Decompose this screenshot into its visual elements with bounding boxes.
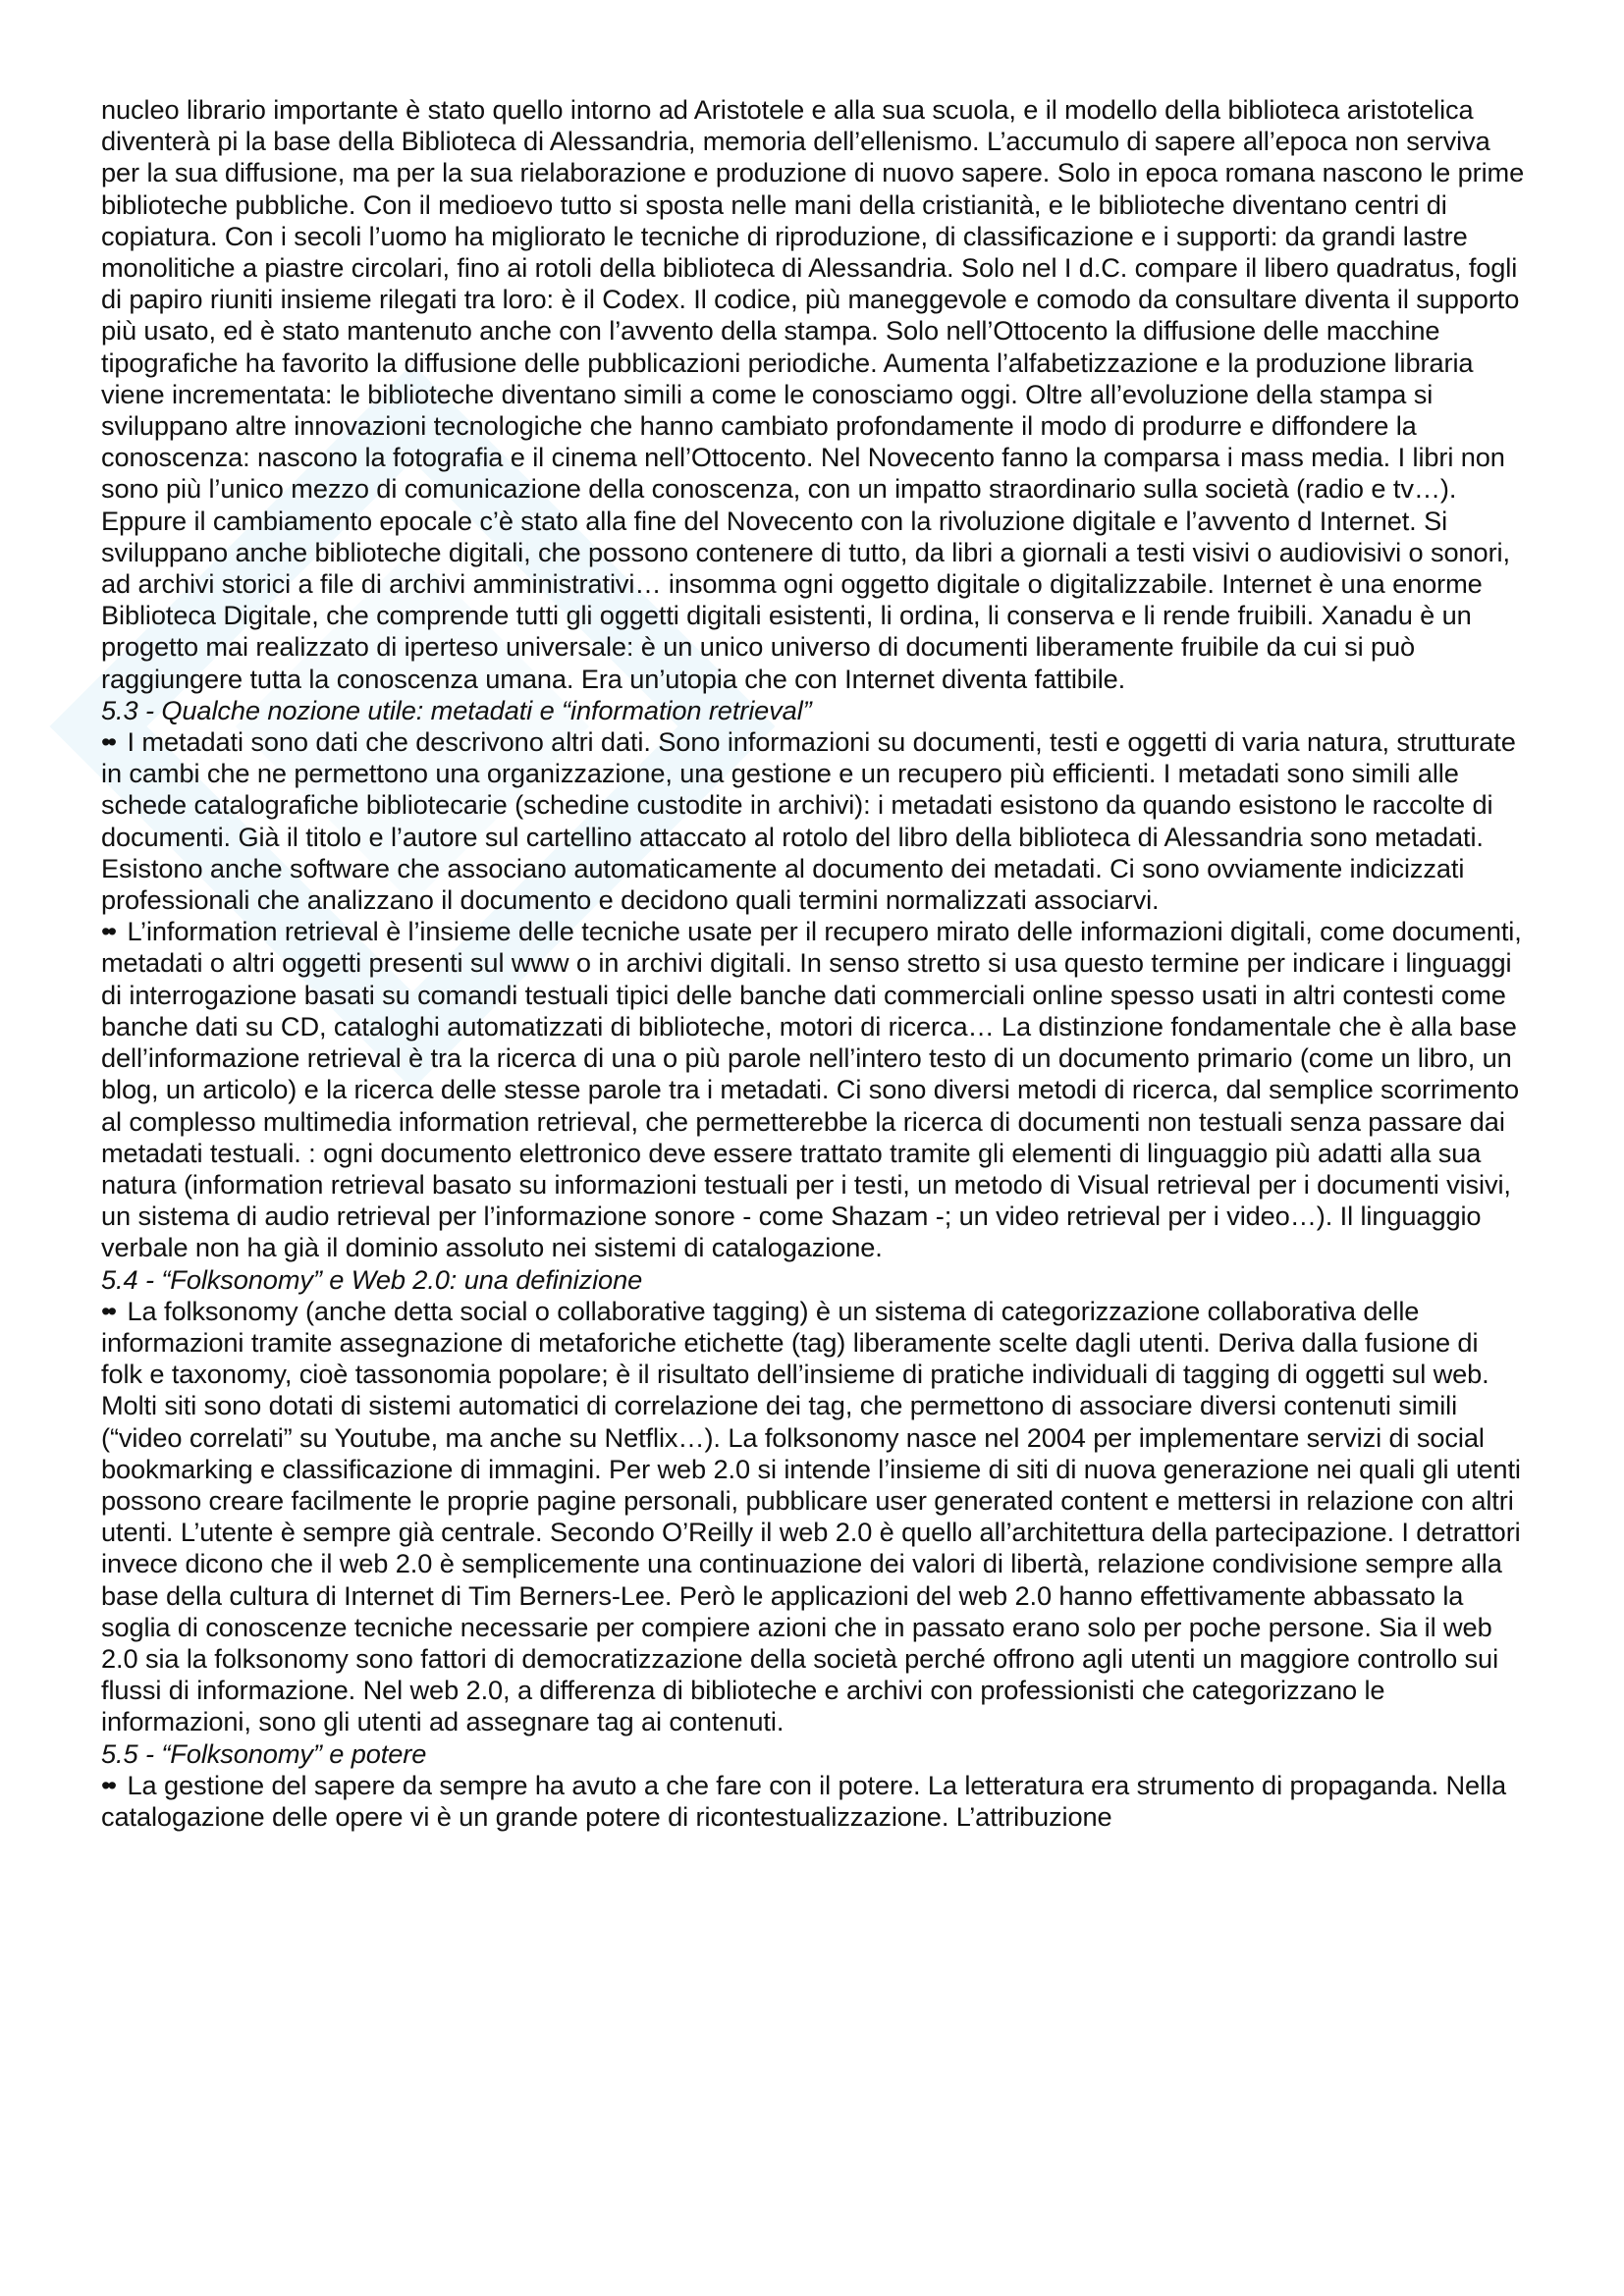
- intro-paragraph: nucleo librario importante è stato quello intorno ad Aristotele e alla sua scuola, e il modello della biblioteca aristotelica diventerà pi la base della Biblioteca di Alessandria, memoria dell’ellenismo. L’accumulo di sapere all’epoca non serviva per la sua diffusione, ma per la sua rielaborazione e produzione di nuovo sapere. Solo in epoca romana nascono le prime biblioteche pubbliche. Con il medioevo tutto si sposta nelle mani della cristianità, e le biblioteche diventano centri di copiatura. Con i secoli l’uomo ha migliorato le tecniche di riproduzione, di classificazione e i supporti: da grandi lastre monolitiche a piastre circolari, fino ai rotoli della biblioteca di Alessandria. Solo nel I d.C. compare il libero quadratus, fogli di papiro riuniti insieme rilegati tra loro: è il Codex. Il codice, più maneggevole e comodo da consultare diventa il supporto più usato, ed è stato mantenuto anche con l’avvento della stampa. Solo nell’Ottocento la diffusione delle macchine tipografiche ha favorito la diffusione delle pubblicazioni periodiche. Aumenta l’alfabetizzazione e la produzione libraria viene incrementata: le biblioteche diventano simili a come le conosciamo oggi. Oltre all’evoluzione della stampa si sviluppano altre innovazioni tecnologiche che hanno cambiato profondamente il modo di produrre e diffondere la conoscenza: nascono la fotografia e il cinema nell’Ottocento. Nel Novecento fanno la comparsa i mass media. I libri non sono più l’unico mezzo di comunicazione della conoscenza, con un impatto straordinario sulla società (radio e tv…). Eppure il cambiamento epocale c’è stato alla fine del Novecento con la rivoluzione digitale e l’avvento d Internet. Si sviluppano anche biblioteche digitali, che possono contenere di tutto, da libri a giornali a testi visivi o audiovisivi o sonori, ad archivi storici a file di archivi amministrativi… insomma ogni oggetto digitale o digitalizzabile. Internet è una enorme Biblioteca Digitale, che comprende tutti gli oggetti digitali esistenti, li ordina, li conserva e li rende fruibili. Xanadu è un progetto mai realizzato di iperteso universale: è un unico universo di documenti liberamente fruibile da cui si può raggiungere tutta la conoscenza umana. Era un’utopia che con Internet diventa fattibile.: [101, 94, 1525, 694]
- bullet-text: La folksonomy (anche detta social o collaborative tagging) è un sistema di categorizzazione collaborativa delle informazioni tramite assegnazione di metaforiche etichette (tag) liberamente scelte dagli utenti. Deriva dalla fusione di folk e taxonomy, cioè tassonomia popolare; è il risultato dell’insieme di pratiche individuali di tagging di oggetti sul web. Molti siti sono dotati di sistemi automatici di correlazione dei tag, che permettono di associare diversi contenuti simili (“video correlati” su Youtube, ma anche su Netflix…). La folksonomy nasce nel 2004 per implementare servizi di social bookmarking e classificazione di immagini. Per web 2.0 si intende l’insieme di siti di nuova generazione nei quali gli utenti possono creare facilmente le proprie pagine personali, pubblicare user generated content e mettersi in relazione con altri utenti. L’utente è sempre già centrale. Secondo O’Reilly il web 2.0 è quello all’architettura della partecipazione. I detrattori invece dicono che il web 2.0 è semplicemente una continuazione dei valori di libertà, relazione condivisione sempre alla base della cultura di Internet di Tim Berners-Lee. Però le applicazioni del web 2.0 hanno effettivamente abbassato la soglia di conoscenze tecniche necessarie per compiere azioni che in passato erano solo per poche persone. Sia il web 2.0 sia la folksonomy sono fattori di democratizzazione della società perché offrono agli utenti un maggiore controllo sui flussi di informazione. Nel web 2.0, a differenza di biblioteche e archivi con professionisti che categorizzano le informazioni, sono gli utenti ad assegnare tag ai contenuti.: [101, 1295, 1521, 1737]
- bullet-text: La gestione del sapere da sempre ha avuto a che fare con il potere. La letteratura era strumento di propaganda. Nella catalogazione delle opere vi è un grande potere di ricontestualizzazione. L’attribuzione: [101, 1769, 1506, 1832]
- bullet-icon: ••: [101, 916, 115, 947]
- section-5-5-bullet-potere: [101, 1770, 1525, 1833]
- section-heading-5-4: 5.4 - “Folksonomy” e Web 2.0: una definizione: [101, 1263, 643, 1295]
- section-5-4-bullet-folksonomy: [101, 1296, 1525, 1738]
- bullet-text: L’information retrieval è l’insieme delle tecniche usate per il recupero mirato delle informazioni digitali, come documenti, metadati o altri oggetti presenti sul www o in archivi digitali. In senso stretto si usa questo termine per indicare i linguaggi di interrogazione basati su comandi testuali tipici delle banche dati commerciali online spesso usati in altri contesti come banche dati su CD, cataloghi automatizzati di biblioteche, motori di ricerca… La distinzione fondamentale che è alla base dell’informazione retrieval è tra la ricerca di una o più parole nell’intero testo di un documento primario (come un libro, un blog, un articolo) e la ricerca delle stesse parole tra i metadati. Ci sono diversi metodi di ricerca, dal semplice scorrimento al complesso multimedia information retrieval, che permetterebbe la ricerca di documenti non testuali senza passare dai metadati testuali. : ogni documento elettronico deve essere trattato tramite gli elementi di linguaggio più adatti alla sua natura (information retrieval basato su informazioni testuali per i testi, un metodo di Visual retrieval per i documenti visivi, un sistema di audio retrieval per l’informazione sonore - come Shazam -; un video retrieval per i video…). Il linguaggio verbale non ha già il dominio assoluto nei sistemi di catalogazione.: [101, 916, 1522, 1263]
- section-heading-5-5: 5.5 - “Folksonomy” e potere: [101, 1737, 427, 1769]
- section-heading-5-3: 5.3 - Qualche nozione utile: metadati e “information retrieval”: [101, 694, 812, 725]
- section-5-3-bullet-information-retrieval: [101, 916, 1525, 1263]
- bullet-icon: ••: [101, 1295, 115, 1326]
- bullet-icon: ••: [101, 726, 115, 758]
- bullet-icon: ••: [101, 1769, 115, 1800]
- document-page: [101, 94, 1525, 1833]
- bullet-text: I metadati sono dati che descrivono altri dati. Sono informazioni su documenti, testi e oggetti di varia natura, strutturate in cambi che ne permettono una organizzazione, una gestione e un recupero più efficienti. I metadati sono simili alle schede catalografiche bibliotecarie (schedine custodite in archivi): i metadati esistono da quando esistono le raccolte di documenti. Già il titolo e l’autore sul cartellino attaccato al rotolo del libro della biblioteca di Alessandria sono metadati. Esistono anche software che associano automaticamente al documento dei metadati. Ci sono ovviamente indicizzati professionali che analizzano il documento e decidono quali termini normalizzati associarvi.: [101, 726, 1516, 916]
- section-5-3-bullet-metadati: [101, 726, 1525, 916]
